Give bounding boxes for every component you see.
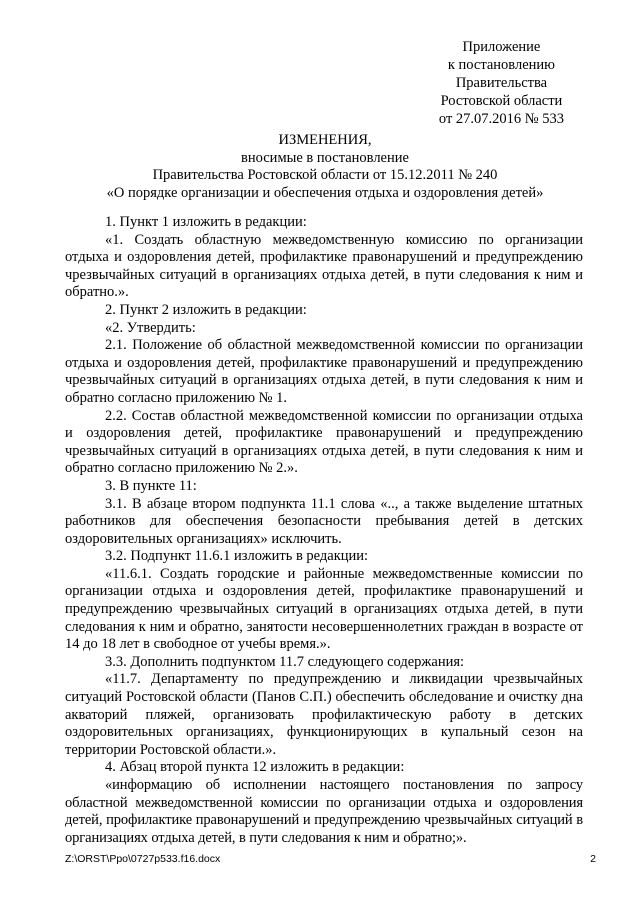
heading-title: ИЗМЕНЕНИЯ, xyxy=(278,132,372,148)
paragraph: 3.1. В абзаце втором подпункта 11.1 слова «.., а также выделение штатных работников для обеспечения безопасности пребывания детей в детских оздоровительных организациях» исключить. xyxy=(65,495,583,547)
paragraph: «информацию об исполнении настоящего постановления по запросу областной межведомственной комиссии по организации отдыха и оздоровления детей, профилактике правонарушений и предупреждению чрезвычайных ситуаций в организациях отдыха детей, в пути следования к ним и обратно;». xyxy=(65,777,583,846)
document-body xyxy=(65,214,583,847)
paragraph: «2. Утвердить: xyxy=(105,319,196,336)
paragraph: 1. Пункт 1 изложить в редакции: xyxy=(105,214,307,230)
footer-page-number: 2 xyxy=(590,853,596,865)
appendix-line: Правительства xyxy=(455,75,548,91)
document-heading xyxy=(60,132,590,202)
paragraph: 2. Пункт 2 изложить в редакции: xyxy=(105,301,307,318)
page-footer xyxy=(65,853,596,865)
appendix-line: Ростовской области xyxy=(440,93,563,109)
appendix-line: к постановлению xyxy=(447,57,555,73)
paragraph: «11.6.1. Создать городские и районные межведомственные комиссии по организации отдыха и оздоровления детей, профилактике правонарушений и предупреждению чрезвычайных ситуаций в организациях отдыха детей, в пути следования к ним и обратно, занятости несовершеннолетних граждан в возрасте от 14 до 18 лет в свободное от учебы время.». xyxy=(65,565,583,653)
appendix-line: от 27.07.2016 № 533 xyxy=(438,111,564,127)
heading-line: Правительства Ростовской области от 15.12.2011 № 240 xyxy=(152,167,498,183)
paragraph: 4. Абзац второй пункта 12 изложить в редакции: xyxy=(105,759,405,776)
appendix-block xyxy=(439,38,564,128)
paragraph: 3. В пункте 11: xyxy=(105,477,197,494)
paragraph: «11.7. Департаменту по предупреждению и ликвидации чрезвычайных ситуаций Ростовской области (Панов С.П.) обеспечить обследование и очистку дна акваторий пляжей, организовать профилактическую работу в детских оздоровительных организациях, функционирующих в купальный сезон на территории Ростовской области.». xyxy=(65,671,583,758)
paragraph: «1. Создать областную межведомственную комиссию по организации отдыха и оздоровления детей, профилактике правонарушений и предупреждению чрезвычайных ситуаций в организациях отдыха детей, в пути следования к ним и обратно.». xyxy=(65,231,583,301)
appendix-line: Приложение xyxy=(462,39,541,55)
paragraph: 2.2. Состав областной межведомственной комиссии по организации отдыха и оздоровления детей, профилактике правонарушений и предупреждению чрезвычайных ситуаций в организациях отдыха детей, в пути следования к ним и обратно согласно приложению № 2.». xyxy=(65,407,583,477)
heading-line: вносимые в постановление xyxy=(241,149,409,166)
paragraph: 3.2. Подпункт 11.6.1 изложить в редакции: xyxy=(105,548,369,565)
paragraph: 3.3. Дополнить подпунктом 11.7 следующего содержания: xyxy=(105,653,465,670)
footer-file-path: Z:\ORST\Ppo\0727p533.f16.docx xyxy=(65,853,221,865)
heading-line: «О порядке организации и обеспечения отдыха и оздоровления детей» xyxy=(106,184,544,201)
paragraph: 2.1. Положение об областной межведомственной комиссии по организации отдыха и оздоровления детей, профилактике правонарушений и предупреждению чрезвычайных ситуаций в организациях отдыха детей, в пути следования к ним и обратно согласно приложению № 1. xyxy=(65,337,583,406)
